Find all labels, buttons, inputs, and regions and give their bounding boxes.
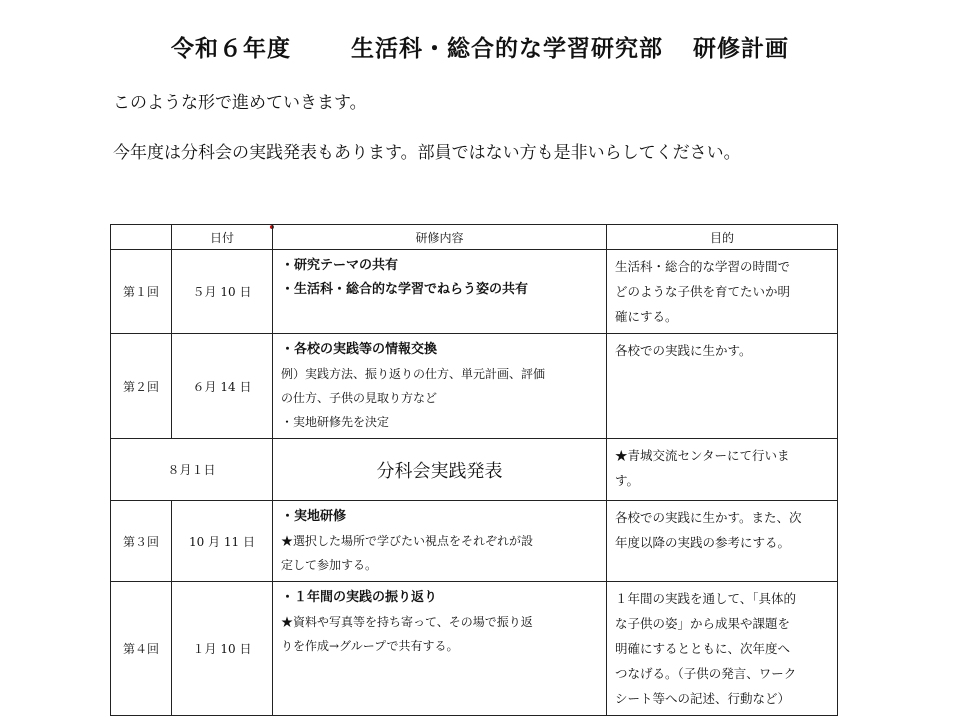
session-goal <box>607 501 838 582</box>
table-header-row <box>111 225 838 250</box>
goal-line: どのような子供を育てたいか明 <box>615 284 791 299</box>
page-title <box>0 30 960 63</box>
training-plan-table <box>110 224 838 716</box>
session-date: １月 10 日 <box>172 582 273 716</box>
goal-line: 各校での実践に生かす。また、次 <box>615 510 802 525</box>
goal-line: 各校での実践に生かす。 <box>615 343 752 358</box>
content-line: の仕方、子供の見取り方など <box>281 391 438 405</box>
goal-line: 生活科・総合的な学習の時間で <box>615 259 791 274</box>
content-line: 例）実践方法、振り返りの仕方、単元計画、評価 <box>281 367 546 381</box>
content-line: ・１年間の実践の振り返り <box>281 590 438 605</box>
intro-line-1: このような形で進めていきます。 <box>113 93 367 113</box>
table-row <box>111 334 838 439</box>
content-line: ・実地研修 <box>281 509 347 524</box>
session-number: 第２回 <box>111 334 172 439</box>
content-line: ★選択した場所で学びたい視点をそれぞれが設 <box>281 534 534 548</box>
goal-line: １年間の実践を通して、「具体的 <box>615 591 797 606</box>
header-date: 日付 <box>172 225 273 250</box>
goal-line: 明確にするとともに、次年度へ <box>615 641 791 656</box>
event-title: 分科会実践発表 <box>273 439 607 501</box>
title-department: 生活科・総合的な学習研究部 <box>351 36 663 62</box>
goal-line: ★青城交流センターにて行いま <box>615 448 790 463</box>
table-row-event <box>111 439 838 501</box>
goal-line: す。 <box>615 473 640 488</box>
session-date: ６月 14 日 <box>172 334 273 439</box>
session-goal <box>607 250 838 334</box>
goal-line: シート等への記述、行動など） <box>615 691 791 706</box>
content-line: ★資料や写真等を持ち寄って、その場で振り返 <box>281 615 533 629</box>
session-number: 第４回 <box>111 582 172 716</box>
header-no <box>111 225 172 250</box>
session-date: ５月 10 日 <box>172 250 273 334</box>
goal-line: つなげる。（子供の発言、ワーク <box>615 666 797 681</box>
header-content: 研修内容 <box>273 225 607 250</box>
header-goal: 目的 <box>607 225 838 250</box>
content-line: 定して参加する。 <box>281 558 378 572</box>
goal-line: な子供の姿」から成果や課題を <box>615 616 791 631</box>
goal-line: 確にする。 <box>615 309 678 324</box>
content-line: ・各校の実践等の情報交換 <box>281 342 438 357</box>
intro-line-2: 今年度は分科会の実践発表もあります。部員ではない方も是非いらしてください。 <box>113 143 741 163</box>
goal-line: 年度以降の実践の参考にする。 <box>615 535 791 550</box>
event-date: ８月１日 <box>111 439 273 501</box>
session-goal <box>607 582 838 716</box>
content-line: ・実地研修先を決定 <box>281 415 390 429</box>
content-line: ・研究テーマの共有 <box>281 258 399 273</box>
content-line: ・生活科・総合的な学習でねらう姿の共有 <box>281 282 529 297</box>
title-year: 令和６年度 <box>171 36 291 62</box>
session-date: 10 月 11 日 <box>172 501 273 582</box>
content-line: りを作成→グループで共有する。 <box>281 639 459 653</box>
session-content <box>273 582 607 716</box>
session-content <box>273 250 607 334</box>
session-content <box>273 501 607 582</box>
session-number: 第１回 <box>111 250 172 334</box>
session-content <box>273 334 607 439</box>
session-goal <box>607 334 838 439</box>
event-goal <box>607 439 838 501</box>
title-plan: 研修計画 <box>693 36 789 62</box>
table-row <box>111 250 838 334</box>
table-row <box>111 501 838 582</box>
table-row <box>111 582 838 716</box>
session-number: 第３回 <box>111 501 172 582</box>
